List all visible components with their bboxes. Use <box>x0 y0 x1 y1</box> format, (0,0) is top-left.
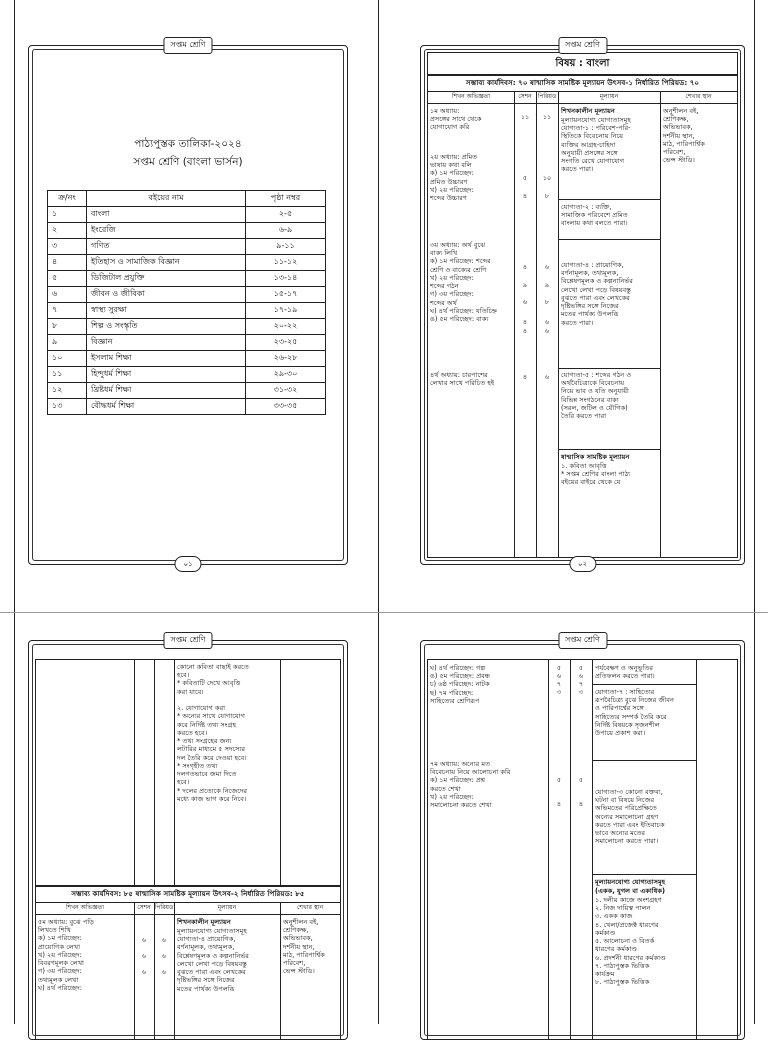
page-range-cell: ৯-১১ <box>246 239 326 255</box>
book-name-cell: ইসলাম শিক্ষা <box>87 351 246 367</box>
learning-place: অনুশীলন বই, শ্রেণিকক্ষ, অভিভাবক, দর্শনীয় স্থান, মাঠ, পারিপার্শ্বিক পরিবেশ, ভেন্স স্টাডি। <box>663 107 705 165</box>
serial-cell: ২ <box>48 223 87 239</box>
table-body <box>48 207 326 415</box>
session-count: ৪ <box>522 192 528 200</box>
learning-experience-7: ৭ম অধ্যায়: অন্যের মত বিবেচনায় নিয়ে আলোচনা করি ক) ১ম পরিচ্ছেদ: প্রশ্ন করতে শেখা খ) ২য় পরিচ্ছেদ: সমালোচনা করতে শেখা <box>430 760 511 810</box>
page-divider-left <box>14 0 15 1024</box>
book-name-cell: গণিত <box>87 239 246 255</box>
session-count: ৯ <box>522 281 528 289</box>
serial-cell: ১১ <box>48 367 87 383</box>
learning-experience-4: ৪র্থ অধ্যায়: চারপাশের লেখার সাথে পরিচিত হই <box>430 371 495 388</box>
page-range-cell: ২৯-৩০ <box>246 367 326 383</box>
assessable-competencies-list: ১. দলীয় কাজে অংশগ্রহণ ২. নিজ দায়িত্ব পালন ৩. একক কাজ ৪. খেলা/প্রজেক্ট ধারণের কর্মকাণ্ড ৫. আলোচনা ও বিতর্ক ধারণের কর্মকাণ্ড ৬. প্রদর্শনী ধারণের কর্মকাণ্ড ৭. পাঠ্যপুস্তক ভিত্তিক কার্যক্রম ৮. পাঠ্যপুস্তক ভিত্তিক <box>595 896 666 987</box>
competency-5: যোগ্যতা-৫ : শব্দের গঠন ও অর্থবৈচিত্র্যকে বিবেচনায় নিয়ে ভাব ও যতি অনুযায়ী বিভিন্ন সংগঠনের বাক্য (সরল, জটিল ও যৌগিক) তৈরি করতে পারা <box>561 371 632 421</box>
serial-cell: ১ <box>48 207 87 223</box>
book-name-cell: বৌদ্ধধর্ম শিক্ষা <box>87 399 246 415</box>
session-count: ৩ <box>556 688 562 696</box>
page-range-cell: ১৫-১৭ <box>246 287 326 303</box>
session-count: ৪ <box>522 263 528 271</box>
period-count: ৬ <box>544 373 550 381</box>
row-divider <box>0 612 768 613</box>
syllabus-grid <box>35 902 341 1039</box>
serial-cell: ১২ <box>48 383 87 399</box>
learning-experience-2: ২য় অধ্যায়: প্রমিত ভাষায় কথা বলি ক) ১ম পরিচ্ছেদ: প্রমিত উচ্চারণ খ) ২য় পরিচ্ছেদ: শব্দের উচ্চারণ <box>430 153 478 203</box>
session-count: ৫ <box>522 174 528 182</box>
book-name-cell: খ্রিষ্টধর্ম শিক্ষা <box>87 383 246 399</box>
competency-4: যোগ্যতা-৪ : প্রায়োগিক, বর্ণনামূলক, তথ্যমূলক, বিশ্লেষণমূলক ও কল্পনানির্ভর লেখো লেখা পড়ে বিষয়বস্তু বুঝতে পারা এবং লেখকের দৃষ্টিভঙ্গির সঙ্গে নিজের মতের পার্থক্য উপলব্ধি করতে পারা। <box>561 261 633 327</box>
formative-eval-title: শিখনকালীন মূল্যায়ন <box>561 107 615 115</box>
serial-cell: ৭ <box>48 303 87 319</box>
column-header: সেশন <box>137 904 151 911</box>
page-range-cell: ২-৫ <box>246 207 326 223</box>
session-count: ৬ <box>141 936 147 944</box>
learning-experience-1: ১ম অধ্যায়: প্রসঙ্গের সাথে থেকে যোগাযোগ করি <box>430 107 482 132</box>
page-2 <box>420 40 745 568</box>
page-range-cell: ২৬-২৮ <box>246 351 326 367</box>
book-name-cell: ইতিহাস ও সামাজিক বিজ্ঞান <box>87 255 246 271</box>
period-count: ৩ <box>578 688 584 696</box>
learning-experience-6: ঘ) ৪র্থ পরিচ্ছেদ: গল্প ঙ) ৫ম পরিচ্ছেদ: প্রবন্ধ চ) ৬ষ্ঠ পরিচ্ছেদ: নাটক ছ) ৭ম পরিচ্ছেদ: সাহিত্যের শ্রেণিরূপ <box>430 664 491 705</box>
period-count: ৭ <box>578 680 584 688</box>
period-count: ৮ <box>544 298 550 306</box>
session-count: ৪ <box>522 318 528 326</box>
page-3 <box>28 635 348 1040</box>
page-header-label: সপ্তম শ্রেণি <box>163 632 212 649</box>
page-range-cell: ১৩-১৪ <box>246 271 326 287</box>
book-name-cell: শিল্প ও সংস্কৃতি <box>87 319 246 335</box>
session-count: ৪ <box>522 373 528 381</box>
session-count: ৬ <box>141 952 147 960</box>
page-range-cell: ২৩-২৫ <box>246 335 326 351</box>
page-divider-center <box>378 0 379 1024</box>
serial-cell: ৯ <box>48 335 87 351</box>
serial-cell: ১৩ <box>48 399 87 415</box>
period-count: ৬ <box>544 263 550 271</box>
page-4 <box>420 635 745 1040</box>
column-header: শিখন অভিজ্ঞতা <box>65 904 105 911</box>
column-header: মূল্যায়ন <box>217 904 237 911</box>
title-line-2: সপ্তম শ্রেণি (বাংলা ভার্সন) <box>133 155 243 168</box>
book-name-cell: বাংলা <box>87 207 246 223</box>
table-row <box>48 287 326 303</box>
serial-cell: ৮ <box>48 319 87 335</box>
period-count: ১০ <box>542 174 552 182</box>
competency-4: মূল্যায়নযোগ্য যোগ্যতাসমূহ যোগ্যতা-৪ প্রায়োগিক, বর্ণনামূলক, তথ্যমূলক, বিশ্লেষণমূলক ও কল্পনানির্ভর লেখো লেখা পড়ে বিষয়বস্তু বুঝতে পারা এবং লেখকের দৃষ্টিভঙ্গির সঙ্গে নিজের মতের পার্থক্য উপলব্ধি <box>177 927 249 993</box>
serial-cell: ৪ <box>48 255 87 271</box>
session-count: ৬ <box>522 298 528 306</box>
session-count: ৭ <box>556 680 562 688</box>
serial-cell: ৩ <box>48 239 87 255</box>
table-row <box>48 335 326 351</box>
table-header-row <box>36 902 340 915</box>
subject-title: বিষয় : বাংলা <box>427 52 738 76</box>
table-row <box>48 319 326 335</box>
period-count: ৬ <box>578 672 584 680</box>
period-count: ৬ <box>544 318 550 326</box>
table-row <box>48 223 326 239</box>
table-row <box>48 255 326 271</box>
competency-1: মূল্যায়নযোগ্য যোগ্যতাসমূহ যোগ্যতা-১ : পরিবেশ-পরি- স্থিতিকে বিবেচনায় নিয়ে ব্যক্তির আগ্রহ-চাহিদা অনুযায়ী প্রসঙ্গের সঙ্গে সংগতি রেখে যোগাযোগ করতে পারা। <box>561 116 631 174</box>
table-row <box>48 367 326 383</box>
summative-eval-title: ষান্মাসিক সামষ্টিক মূল্যায়ন <box>561 453 630 461</box>
period-count: ৮ <box>544 192 550 200</box>
page-range-cell: ১৭-১৯ <box>246 303 326 319</box>
observation-note: পর্যবেক্ষণ ও অনুভূতির প্রতিফলন করতে পারা। <box>595 664 655 681</box>
term-caption: সম্ভাব্য কার্যদিবস: ৭০ ষান্মাসিক সামষ্টিক মূল্যায়ন উৎসব-১ নির্ধারিত পিরিয়ড: ৭০ <box>427 74 738 92</box>
session-count: ১১ <box>520 113 530 121</box>
syllabus-table <box>427 647 738 1039</box>
assessable-competencies-subtitle: (একক, যুগল বা একাধিক) <box>595 887 666 895</box>
column-header: ক্র/নং <box>48 191 87 207</box>
session-count: ৪ <box>556 800 562 808</box>
period-count: ১১ <box>542 113 552 121</box>
serial-cell: ৫ <box>48 271 87 287</box>
book-name-cell: ডিজিটাল প্রযুক্তি <box>87 271 246 287</box>
summative-continued: কোনো কবিতা বাছাই করতে হবে। * কবিতাটি দেখে আবৃত্তি করা যাবে। ২. যোগাযোগ করা * অন্যের সাথে যোগাযোগ করে নির্দিষ্ট তথ্য সংগ্রহ করতে হবে। * তথ্য সংগ্রহের জন্য লটারির মাধ্যমে ৫ সদস্যের দল তৈরি করে দেওয়া হবে। * সংগৃহীত তথ্য দলগতভাবে জমা দিতে হবে। * দলের প্রত্যেকে নিজেদের মধ্যে কাজ ভাগ করে নিবে। <box>177 663 249 803</box>
page-number: ০১ <box>174 556 201 572</box>
book-name-cell: হিন্দুধর্ম শিক্ষা <box>87 367 246 383</box>
page-range-cell: ৩১-৩২ <box>246 383 326 399</box>
page-header-label: সপ্তম শ্রেণি <box>558 37 607 54</box>
competency-3: যোগ্যতা-৩ কোনো বক্তব্য, ঘটনা বা বিষয়ে নিজের অভিমতের পরিপ্রেক্ষিতে অন্যের সমালোচনা গ্রহণ করতে পারা এবং ইতিবাচক ভাবে অন্যের মতের সমালোচনা করতে পারা। <box>595 788 665 846</box>
table-row <box>48 303 326 319</box>
page-title <box>29 136 347 172</box>
table-row <box>48 383 326 399</box>
column-header: শেখার স্থান <box>685 93 712 100</box>
table-row <box>48 399 326 415</box>
table-header-row <box>428 91 737 104</box>
column-header: পিরিয়ড <box>154 904 174 911</box>
period-count: ৬ <box>161 968 167 976</box>
table-row <box>48 271 326 287</box>
column-header: বইয়ের নাম <box>87 191 246 207</box>
serial-cell: ১০ <box>48 351 87 367</box>
syllabus-grid <box>427 91 738 558</box>
page-divider-right <box>754 0 755 1024</box>
learning-place: অনুশীলন বই, শ্রেণিকক্ষ, অভিভাবক, দর্শনীয় স্থান, মাঠ, পারিপার্শ্বিক পরিবেশ, ভেন্স স্টাডি। <box>283 918 325 976</box>
column-header: সেশন <box>518 93 532 100</box>
competency-7: যোগ্যতা-৭ : সাহিত্যের রূপবৈচিত্র্য বুঝে নিজের জীবন ও পারিপার্শ্বের সঙ্গে সাহিত্যের সম্পর্ক তৈরি করে নির্দিষ্ট বিষয়কে সৃজনশীল উপায়ে প্রকাশ করা। <box>595 688 674 738</box>
column-header: শিখন অভিজ্ঞতা <box>451 93 491 100</box>
column-header: শেখার স্থান <box>296 904 324 911</box>
continued-grid <box>35 659 341 887</box>
syllabus-table <box>35 647 341 1039</box>
page-1 <box>28 40 348 568</box>
period-count: ৬ <box>544 327 550 335</box>
page-range-cell: ১১-১২ <box>246 255 326 271</box>
session-count: ৪ <box>522 327 528 335</box>
column-header: মূল্যায়ন <box>599 93 619 100</box>
serial-cell: ৬ <box>48 287 87 303</box>
session-count: ৬ <box>141 968 147 976</box>
book-name-cell: বিজ্ঞান <box>87 335 246 351</box>
page-header-label: সপ্তম শ্রেণি <box>163 37 212 54</box>
assessable-competencies-title: মূল্যায়নযোগ্য যোগ্যতাসমূহ <box>595 878 666 886</box>
column-header: পিরিয়ড <box>537 93 557 100</box>
syllabus-table <box>427 52 738 558</box>
table-row <box>48 351 326 367</box>
session-count: ৫ <box>556 776 562 784</box>
title-line-1: পাঠ্যপুস্তক তালিকা-২০২৪ <box>134 138 242 150</box>
session-count: ৬ <box>556 672 562 680</box>
page-range-cell: ২০-২২ <box>246 319 326 335</box>
term-caption: সম্ভাব্য কার্যদিবস: ৮৫ ষান্মাসিক সামষ্টিক মূল্যায়ন উৎসব-২ নির্ধারিত পিরিয়ড: ৮৫ <box>35 885 341 903</box>
learning-experience-3: ৩য় অধ্যায়: অর্থ বুঝে বাক্য লিখি ক) ১ম পরিচ্ছেদ: শব্দের শ্রেণি ও বাক্যের শ্রেণি খ) ২য় পরিচ্ছেদ: শব্দের গঠন গ) ৩য় পরিচ্ছেদ: শব্দের অর্থ ঘ) ৪র্থ পরিচ্ছেদ: যতিচিহ্ন ঙ) ৫ম পরিচ্ছেদ: বাক্য <box>430 241 498 324</box>
period-count: ৯ <box>544 281 550 289</box>
session-count: ৫ <box>556 664 562 672</box>
period-count: ৪ <box>578 800 584 808</box>
table-row <box>48 207 326 223</box>
book-name-cell: জীবন ও জীবিকা <box>87 287 246 303</box>
book-name-cell: ইংরেজি <box>87 223 246 239</box>
page-header-label: সপ্তম শ্রেণি <box>558 632 607 649</box>
table-header-row <box>48 191 326 207</box>
competency-2: যোগ্যতা-২ : ব্যক্তি, সামাজিক পরিবেশে প্রমিত বাংলায় কথা বলতে পারা। <box>561 203 628 228</box>
book-name-cell: স্বাস্থ্য সুরক্ষা <box>87 303 246 319</box>
page-number: ০২ <box>569 556 596 572</box>
syllabus-grid <box>427 659 738 1039</box>
summative-item-1: ১. কবিতা আবৃত্তি * সপ্তম শ্রেণির বাংলা পাঠ্য বইয়ের বাইরে থেকে যে <box>561 462 631 487</box>
column-header: পৃষ্ঠা নম্বর <box>246 191 326 207</box>
table-row <box>48 239 326 255</box>
learning-experience-5: ৫ম অধ্যায়: বুঝে পড়ি লিখতে শিখি ক) ১ম পরিচ্ছেদ: প্রায়োগিক লেখা খ) ২য় পরিচ্ছেদ: বিবরণমূলক লেখা গ) ৩য় পরিচ্ছেদ: তথ্যমূলক লেখা ঘ) ৪র্থ পরিচ্ছেদ: <box>38 918 94 992</box>
period-count: ৫ <box>578 776 584 784</box>
period-count: ৬ <box>161 952 167 960</box>
page-range-cell: ৩৩-৩৫ <box>246 399 326 415</box>
period-count: ৬ <box>161 936 167 944</box>
page-range-cell: ৬-৯ <box>246 223 326 239</box>
formative-eval-title: শিখনকালীন মূল্যায়ন <box>177 918 231 926</box>
period-count: ৫ <box>578 664 584 672</box>
book-list-table <box>47 190 326 415</box>
